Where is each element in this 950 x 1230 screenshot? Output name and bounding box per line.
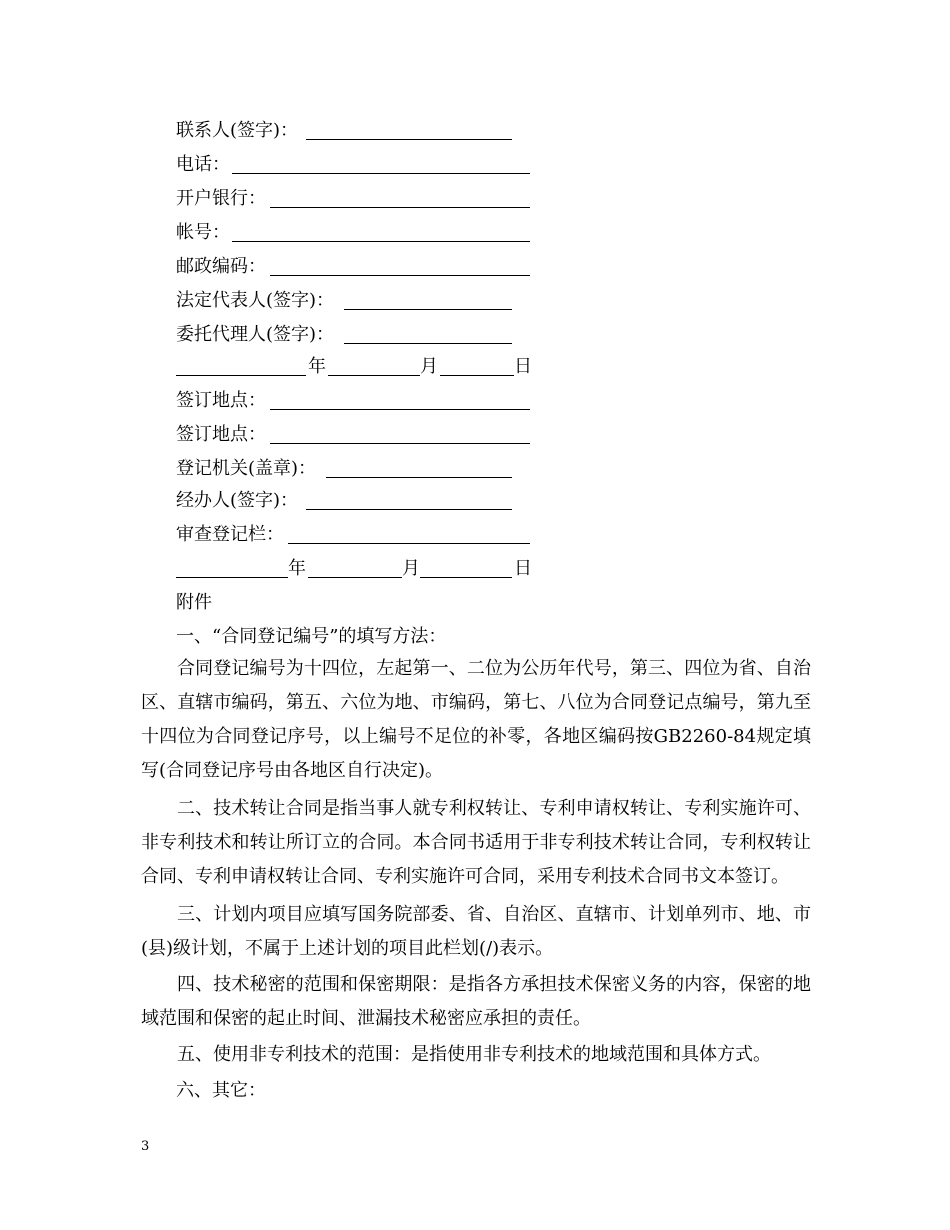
phone-field[interactable] <box>176 152 230 178</box>
blank-line <box>306 509 512 510</box>
field-label: 审查登记栏： <box>176 524 284 545</box>
account-field[interactable] <box>176 220 230 246</box>
handler-signature-field[interactable] <box>176 488 298 514</box>
paragraph: 二、技术转让合同是指当事人就专利权转让、专利申请权转让、专利实施许可、非专利技术和转让所订立的合同。本合同书适用于非专利技术转让合同，专利权转让合同、专利申请权转让合同、专利实施许可合同，采用专利技术合同书文本签订。 <box>141 798 811 887</box>
year-blank <box>176 577 288 578</box>
appendix-title: 附件 <box>176 592 212 613</box>
review-registration-field[interactable] <box>176 522 284 548</box>
paragraph: 四、技术秘密的范围和保密期限：是指各方承担技术保密义务的内容，保密的地域范围和保密的起止时间、泄漏技术秘密应承担的责任。 <box>141 974 811 1029</box>
field-label: 帐号： <box>176 222 230 243</box>
day-blank <box>420 577 512 578</box>
field-label: 经办人(签字)： <box>176 490 299 511</box>
month-blank <box>308 577 402 578</box>
page-number: 3 <box>141 1139 150 1154</box>
field-label: 签订地点： <box>176 424 266 445</box>
paragraph: 合同登记编号为十四位，左起第一、二位为公历年代号，第三、四位为省、自治区、直辖市编码，第五、六位为地、市编码，第七、八位为合同登记点编号，第九至十四位为合同登记序号，以上编号不足位的补零，各地区编码按GB2260-84规定填写(合同登记序号由各地区自行决定)。 <box>141 658 811 781</box>
blank-line <box>232 173 530 174</box>
blank-line <box>288 543 530 544</box>
year-label: 年 <box>288 558 306 579</box>
blank-line <box>344 343 512 344</box>
contact-signature-field[interactable] <box>176 118 298 144</box>
day-label: 日 <box>514 558 532 579</box>
field-label: 电话： <box>176 154 230 175</box>
year-label: 年 <box>308 356 326 377</box>
paragraph: 三、计划内项目应填写国务院部委、省、自治区、直辖市、计划单列市、地、市(县)级计划，不属于上述计划的项目此栏划(/)表示。 <box>141 904 811 959</box>
month-blank <box>328 375 420 376</box>
month-label: 月 <box>420 356 438 377</box>
blank-line <box>232 241 530 242</box>
appendix-heading: 一、“合同登记编号”的填写方法： <box>176 626 447 647</box>
blank-line <box>270 443 530 444</box>
day-blank <box>440 375 514 376</box>
blank-line <box>326 477 512 478</box>
signing-place-field[interactable] <box>176 388 266 414</box>
field-label: 登记机关(盖章)： <box>176 458 317 479</box>
blank-line <box>270 275 530 276</box>
registration-authority-field[interactable] <box>176 456 316 482</box>
paragraph: 五、使用非专利技术的范围：是指使用非专利技术的地域范围和具体方式。 <box>177 1044 771 1065</box>
day-label: 日 <box>514 356 532 377</box>
field-label: 签订地点： <box>176 390 266 411</box>
date-line-2[interactable] <box>176 556 536 582</box>
legal-representative-field[interactable] <box>176 288 334 314</box>
month-label: 月 <box>402 558 420 579</box>
postal-code-field[interactable] <box>176 254 266 280</box>
field-label: 联系人(签字)： <box>176 120 299 141</box>
appendix-last-item: 六、其它： <box>176 1080 266 1101</box>
blank-line <box>344 309 512 310</box>
field-label: 法定代表人(签字)： <box>176 290 335 311</box>
field-label: 委托代理人(签字)： <box>176 324 335 345</box>
blank-line <box>270 207 530 208</box>
field-label: 邮政编码： <box>176 256 266 277</box>
blank-line <box>306 139 512 140</box>
blank-line <box>270 409 530 410</box>
year-blank <box>176 375 306 376</box>
field-label: 开户银行： <box>176 188 266 209</box>
signing-place-field-2[interactable] <box>176 422 266 448</box>
date-line[interactable] <box>176 354 536 380</box>
bank-field[interactable] <box>176 186 266 212</box>
agent-signature-field[interactable] <box>176 322 334 348</box>
